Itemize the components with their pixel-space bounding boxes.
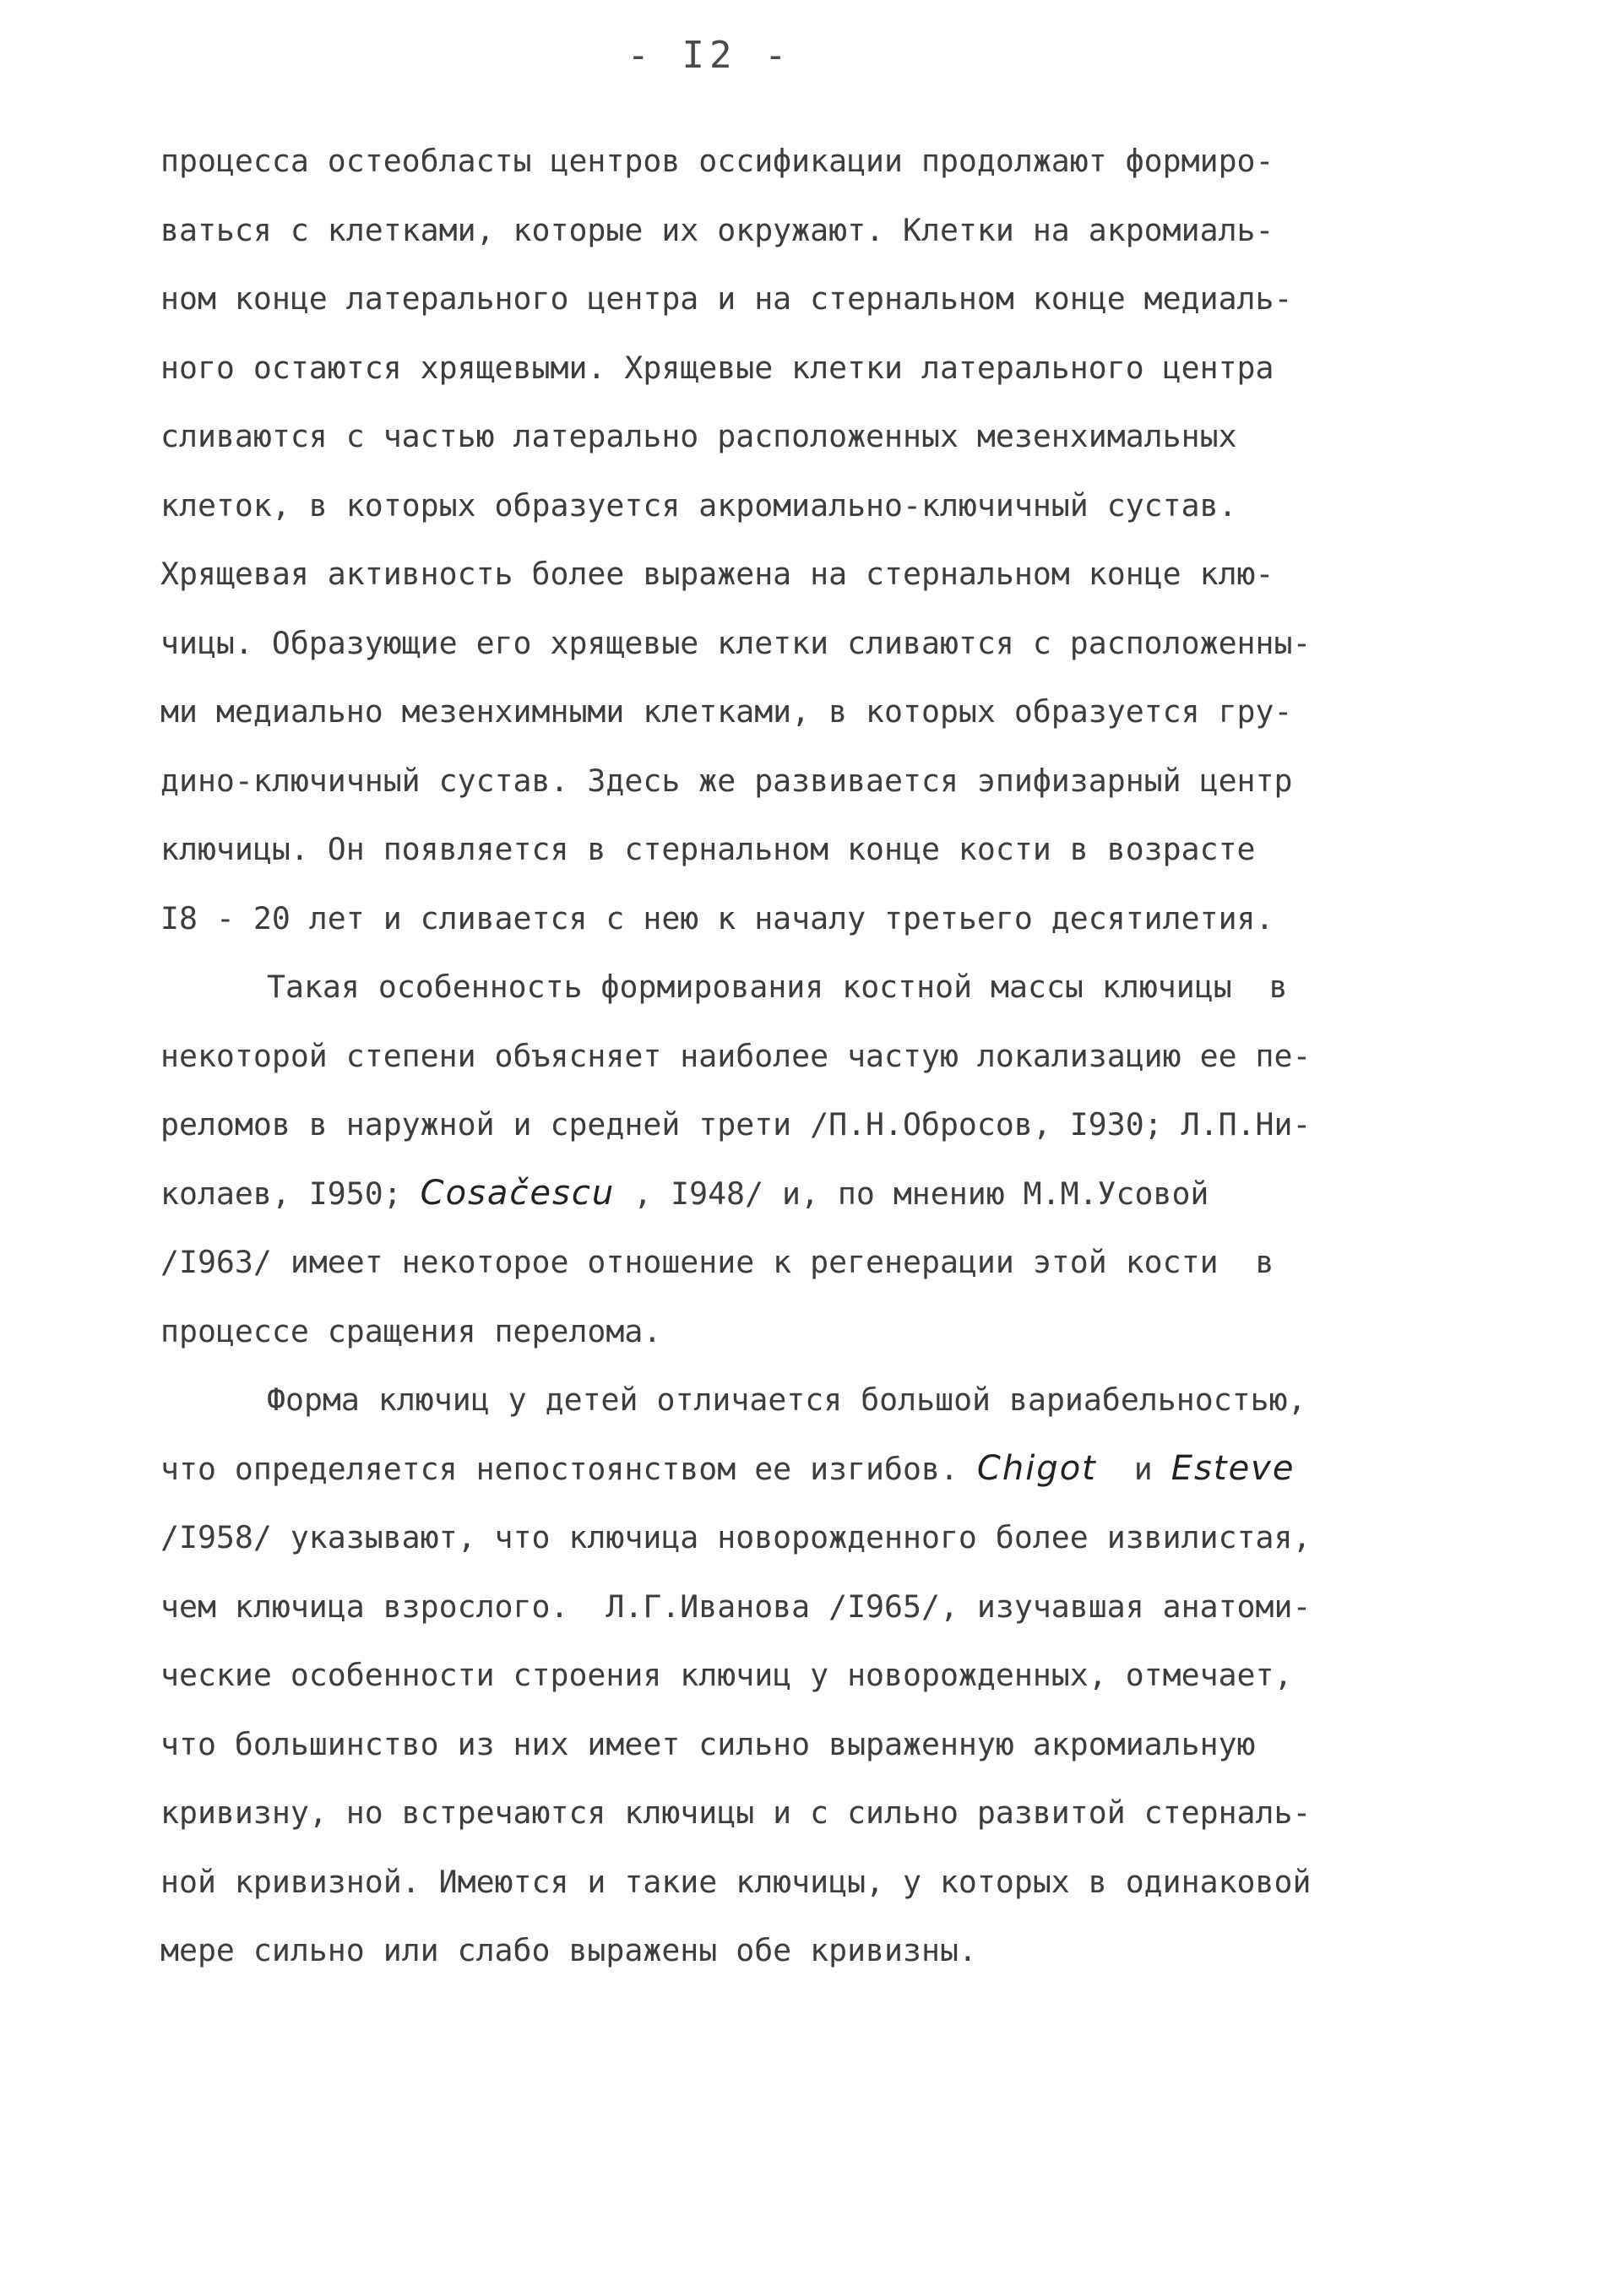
text-line-with-handwriting xyxy=(160,1435,1478,1504)
text-line: чицы. Образующие его хрящевые клетки сливаются с расположенны- xyxy=(160,624,1312,661)
text-segment: что определяется непостоянством ее изгибов. xyxy=(160,1450,977,1487)
text-line: процессе сращения перелома. xyxy=(160,1312,662,1349)
text-line-with-handwriting xyxy=(160,1159,1478,1229)
handwritten-name: Cosačescu xyxy=(420,1173,616,1213)
text-line: чем ключица взрослого. Л.Г.Иванова /I965/, изучавшая анатоми- xyxy=(160,1588,1312,1625)
text-line: ного остаются хрящевыми. Хрящевые клетки латерального центра xyxy=(160,349,1274,386)
text-line: клеток, в которых образуется акромиально-ключичный сустав. xyxy=(160,486,1237,524)
text-line: /I958/ указывают, что ключица новорожденного более извилистая, xyxy=(160,1519,1312,1555)
body-text xyxy=(160,127,1478,1985)
page-number: - I2 - xyxy=(627,34,792,77)
paragraph-first-line: Такая особенность формирования костной массы ключицы в xyxy=(267,969,1288,1005)
text-line: ключицы. Он появляется в стернальном конце кости в возрасте xyxy=(160,831,1256,867)
handwritten-name: Chigot xyxy=(976,1448,1097,1488)
text-segment: колаев, I950; xyxy=(160,1175,421,1212)
text-line: реломов в наружной и средней трети /П.Н.Обросов, I930; Л.П.Ни- xyxy=(160,1106,1312,1143)
text-line: ми медиально мезенхимными клетками, в которых образуется гру- xyxy=(160,693,1293,730)
text-line: некоторой степени объясняет наиболее частую локализацию ее пе- xyxy=(160,1037,1312,1074)
text-line: процесса остеобласты центров оссификации продолжают формиро- xyxy=(160,143,1274,179)
text-line: Хрящевая активность более выражена на стернальном конце клю- xyxy=(160,556,1274,592)
text-line: дино-ключичный сустав. Здесь же развивается эпифизарный центр xyxy=(160,762,1293,799)
paragraph-first-line: Форма ключиц у детей отличается большой вариабельностью, xyxy=(267,1382,1306,1418)
text-line: I8 - 20 лет и сливается с нею к началу третьего десятилетия. xyxy=(160,899,1274,936)
text-line: ческие особенности строения ключиц у новорожденных, отмечает, xyxy=(160,1657,1293,1693)
text-line: что большинство из них имеет сильно выраженную акромиальную xyxy=(160,1725,1256,1762)
text-segment: , I948/ и, по мнению М.М.Усовой xyxy=(615,1175,1209,1212)
text-line: ном конце латерального центра и на стернальном конце медиаль- xyxy=(160,280,1293,317)
text-line: ной кривизной. Имеются и такие ключицы, у которых в одинаковой xyxy=(160,1863,1312,1900)
handwritten-name: Esteve xyxy=(1170,1448,1295,1488)
text-line: /I963/ имеет некоторое отношение к регенерации этой кости в xyxy=(160,1244,1274,1280)
text-line: кривизну, но встречаются ключицы и с сильно развитой стерналь- xyxy=(160,1794,1312,1831)
text-line: сливаются с частью латерально расположенных мезенхимальных xyxy=(160,418,1237,454)
text-line: мере сильно или слабо выражены обе кривизны. xyxy=(160,1932,977,1968)
text-line: ваться с клетками, которые их окружают. Клетки на акромиаль- xyxy=(160,211,1274,248)
text-segment: и xyxy=(1096,1450,1171,1487)
